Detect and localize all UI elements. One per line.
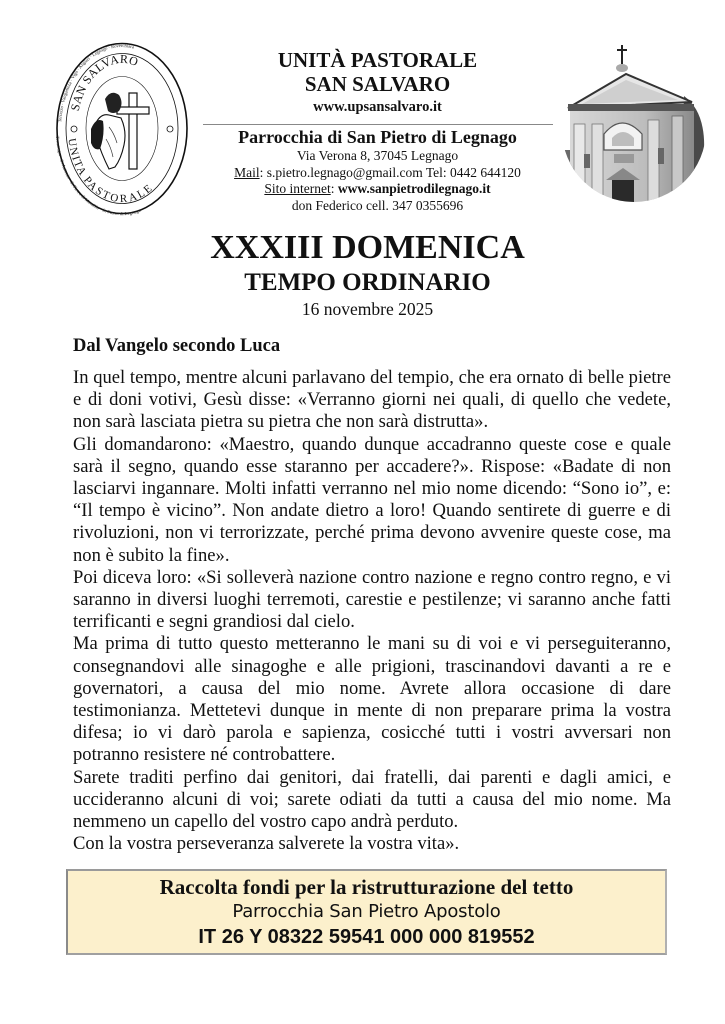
pastoral-unit-name: SAN SALVARO [304,72,451,96]
pastoral-unit-title: UNITÀ PASTORALE [277,48,478,72]
svg-text:Terranegra · S. Antonio · S. P: Terranegra · S. Antonio · S. Pietro di Morubio · S. Pietro di Legnago [55,135,142,216]
fundraising-title: Raccolta fondi per la ristrutturazione del tetto [159,875,574,900]
svg-text:UNITA PASTORALE: UNITA PASTORALE [65,137,156,206]
parish-unit-seal-logo [55,41,189,216]
pastoral-unit-website[interactable]: www.upsansalvaro.it [313,99,442,115]
mail-and-phone[interactable]: : s.pietro.legnago@gmail.com Tel: 0442 644120 [259,164,521,180]
sunday-title: XXXIII DOMENICA [210,229,525,266]
gospel-paragraph: Sarete traditi perfino dai genitori, dai fratelli, dai parenti e dagli amici, e uccideranno alcuni di voi; sarete odiati da tutti a causa del mio nome. Ma nemmeno un capello del vostro capo andrà perduto. [73,766,671,833]
parish-contact-line [200,165,555,182]
gospel-paragraph: In quel tempo, mentre alcuni parlavano del tempio, che era ornato di belle pietre e di doni votivi, Gesù disse: «Verranno giorni nei quali, di quello che vedete, non sarà lasciata pietra su pietra che non sarà distrutta». [73,367,671,433]
parish-address: Via Verona 8, 37045 Legnago [296,148,459,163]
mail-label: Mail [234,164,260,180]
liturgical-season: TEMPO ORDINARIO [244,269,491,296]
svg-text:SAN SALVARO: SAN SALVARO [67,51,141,113]
gospel-paragraph: Gli domandarono: «Maestro, quando dunque accadranno queste cose e quale sarà il segno, quando esse staranno per accadere?». Rispose: «Badate di non lasciarvi ingannare. Molti infatti verranno nel mio nome dicendo: “Sono io”, e: “Il tempo è vicino”. Non andate dietro a loro! Quando sentirete di guerre e di rivoluzioni, non vi terrorizzate, perché prima devono avvenire queste cose, ma non è subito la fine». [73,433,671,566]
site-label: Sito internet [264,181,331,196]
gospel-paragraph: Con la vostra perseveranza salverete la vostra vita». [73,833,460,855]
header-divider [203,124,553,125]
parish-header [200,48,555,214]
date: 16 novembre 2025 [301,299,434,319]
gospel-text [73,367,671,855]
parish-name: Parrocchia di San Pietro di Legnago [238,127,517,147]
gospel-heading: Dal Vangelo secondo Luca [73,336,281,356]
svg-text:Terrazzo · Vangadizza · Vigo ·: Terrazzo · Vangadizza · Vigo · Angiari · Legnago · Roverchiara [57,43,135,123]
fundraising-recipient: Parrocchia San Pietro Apostolo [232,901,501,923]
gospel-paragraph: Poi diceva loro: «Si solleverà nazione contro nazione e regno contro regno, e vi saranno in diversi luoghi terremoti, carestie e pestilenze; vi saranno anche fatti terrificanti e segni grandiosi dal cielo. [73,566,671,633]
fundraising-iban: IT 26 Y 08322 59541 000 000 819552 [198,926,535,949]
church-photo [556,42,716,206]
gospel-paragraph: Ma prima di tutto questo metteranno le mani su di voi e vi perseguiteranno, consegnandovi alle sinagoghe e alle prigioni, trascinandovi davanti a re e governatori, a causa del mio nome. Avrete allora occasione di dare testimonianza. Mettetevi dunque in mente di non preparare prima la vostra difesa; io vi darò parola e sapienza, cosicché tutti i vostri avversari non potranno resistere né controbattere. [73,633,671,766]
parish-website-line [200,181,555,198]
fundraising-box [66,869,667,955]
site-separator: : [330,181,338,196]
main-content [66,334,671,955]
priest-contact: don Federico cell. 347 0355696 [291,197,464,213]
parish-website-link[interactable]: www.sanpietrodilegnago.it [337,181,491,196]
